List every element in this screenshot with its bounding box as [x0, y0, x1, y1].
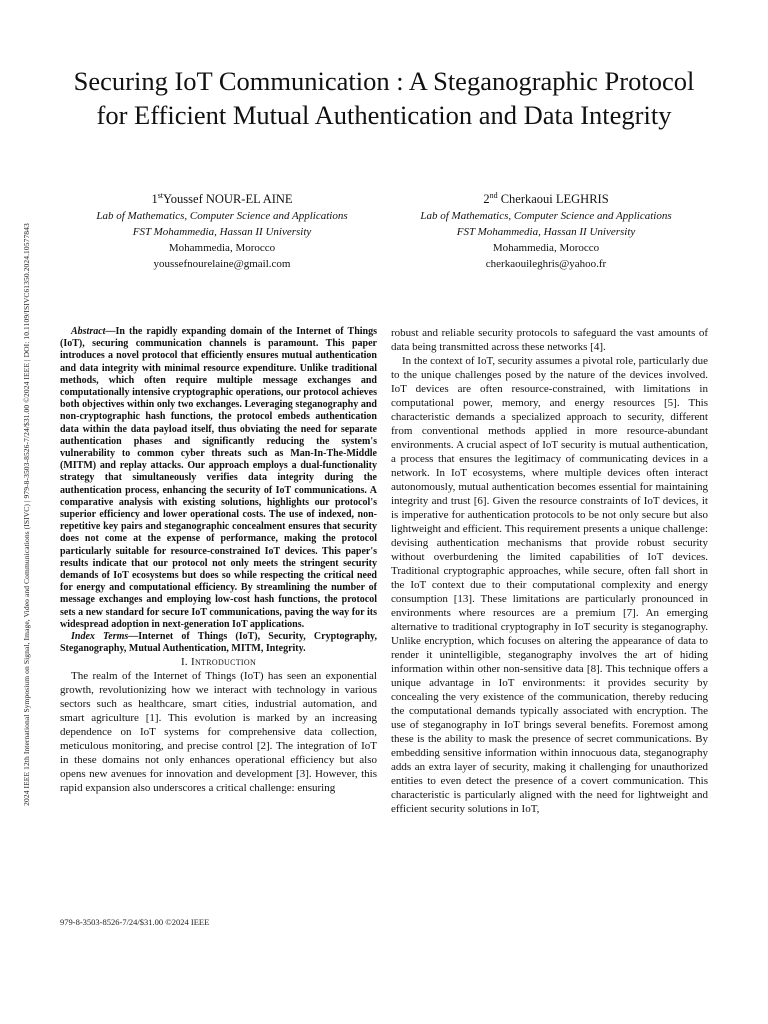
author-1-name	[60, 191, 384, 208]
author-block	[60, 191, 708, 272]
author-2-ordinal: 2	[483, 192, 490, 206]
author-2-institution: FST Mohammedia, Hassan II University	[456, 226, 636, 238]
paper-title: Securing IoT Communication : A Steganographic Protocol for Efficient Mutual Authentication and Data Integrity	[73, 66, 695, 130]
intro-paragraph: The realm of the Internet of Things (IoT) has seen an exponential growth, revolutionizing how we interact with technology in various sectors such as healthcare, smart cities, industrial automation, and smart agriculture [1]. This evolution is marked by an increasing dependence on IoT systems for comprehensive data collection, meticulous monitoring, and precise control [2]. The integration of IoT in these domains not only enhances operational efficiency but also opens new avenues for innovation and development [3]. However, this rapid expansion also underscores a critical challenge: ensuring	[60, 670, 377, 795]
abstract-text: —In the rapidly expanding domain of the Internet of Things (IoT), securing communication channels is paramount. This paper introduces a novel protocol that efficiently ensures mutual authentication and data integrity with minimal resource expenditure. Unlike traditional methods, which often require multiple message exchanges and computationally intensive cryptographic operations, our protocol achieves both objectives within only two exchanges. Leveraging steganography and non-cryptographic hash functions, the protocol embeds authentication data within the data payload itself, thus obviating the need for separate authentication phases and significantly reducing the system's vulnerability to common cyber threats such as Man-In-The-Middle (MITM) and replay attacks. Our approach employs a dual-functionality strategy that simultaneously verifies data integrity during the authentication process, enhancing the security of IoT communications. A comparative analysis with existing solutions, highlights our protocol's superior efficiency and lower operational costs. The use of indexed, non-repetitive key pairs and steganographic concealment ensures that security does not come at the expense of performance, making the protocol particularly suitable for resource-constrained IoT devices. This paper's results indicate that our protocol not only meets the stringent security demands of IoT ecosystems but does so while respecting the critical need for energy and computational efficiency. By streamlining the number of message exchanges and employing low-cost hash functions, the protocol sets a new standard for secure IoT communications, paving the way for its widespread adoption in next-generation IoT applications.	[60, 326, 377, 630]
section-heading-introduction: I. Introduction	[180, 656, 257, 669]
index-terms-label: Index Terms	[71, 631, 129, 643]
abstract	[60, 326, 377, 631]
author-2	[384, 191, 708, 272]
author-1	[60, 191, 384, 272]
author-1-city: Mohammedia, Morocco	[168, 242, 276, 254]
author-1-lab: Lab of Mathematics, Computer Science and Applications	[96, 210, 348, 222]
left-column	[60, 326, 377, 795]
copyright-footer: 979-8-3503-8526-7/24/$31.00 ©2024 IEEE	[60, 917, 210, 927]
author-1-ordinal-suffix: st	[157, 190, 164, 200]
author-2-email: cherkaouileghris@yahoo.fr	[485, 258, 607, 270]
abstract-label: Abstract	[71, 326, 106, 337]
author-1-email: youssefnourelaine@gmail.com	[153, 258, 291, 270]
intro-continuation: robust and reliable security protocols to safeguard the vast amounts of data being transmitted across these networks [4].	[391, 327, 708, 353]
author-2-name	[384, 191, 708, 208]
author-2-city: Mohammedia, Morocco	[492, 242, 600, 254]
right-column	[391, 326, 708, 816]
doi-sidebar	[12, 124, 40, 904]
doi-sidebar-text: 2024 IEEE 12th International Symposium on Signal, Image, Video and Communications (ISIVC) | 979-8-3503-8526-7/24/$31.00 ©2024 IEEE | DOI: 10.1109/ISIVC61350.2024.10577843	[21, 222, 31, 806]
author-2-lab: Lab of Mathematics, Computer Science and Applications	[420, 210, 672, 222]
index-terms-text: —Internet of Things (IoT), Security, Cryptography, Steganography, Mutual Authentication, MITM, Integrity.	[60, 631, 377, 655]
index-terms	[60, 631, 377, 655]
author-1-ordinal: 1	[151, 192, 158, 206]
author-1-institution: FST Mohammedia, Hassan II University	[132, 226, 312, 238]
context-paragraph: In the context of IoT, security assumes a pivotal role, particularly due to the unique challenges posed by the nature of the devices involved. IoT devices are often resource-constrained, with limitations in computational power, memory, and energy resources [5]. This characteristic demands a specialized approach to security, different from conventional methods applied in more resource-abundant environments. A crucial aspect of IoT security is mutual authentication, a process that ensures the legitimacy of communicating devices in a network. In IoT ecosystems, where multiple devices often interact autonomously, mutual authentication becomes essential for maintaining integrity and trust [6]. Given the resource constraints of IoT devices, it is imperative for authentication protocols to be not only secure but also lightweight and efficient. This requirement presents a unique challenge: devising authentication mechanisms that provide robust security without overburdening the limited capabilities of IoT devices. Traditional cryptographic approaches, while secure, often fall short in the IoT context due to their computational complexity and energy consumption [13]. These limitations are particularly pronounced in environments where resources are a premium [7]. An emerging alternative to traditional cryptography in IoT security is steganography. Unlike encryption, which focuses on altering the appearance of data to render it unintelligible, steganography involves the art of hiding information within other non-sensitive data [8]. This technique offers a unique advantage in IoT environments: it provides security by concealing the very existence of the communication, thereby reducing the computational demands typically associated with encryption. The use of steganography in IoT brings several benefits. Foremost among these is the ability to mask the presence of secret communications. By embedding sensitive information within innocuous data, steganography adds an extra layer of security, making it challenging for unauthorized entities to even detect the presence of a covert communication. This characteristic is particularly aligned with the need for lightweight and efficient security solutions in IoT,	[391, 355, 708, 815]
author-2-ordinal-suffix: nd	[489, 190, 498, 200]
author-2-name-text: Cherkaoui LEGHRIS	[500, 192, 609, 206]
author-1-name-text: Youssef NOUR-EL AINE	[163, 192, 293, 206]
